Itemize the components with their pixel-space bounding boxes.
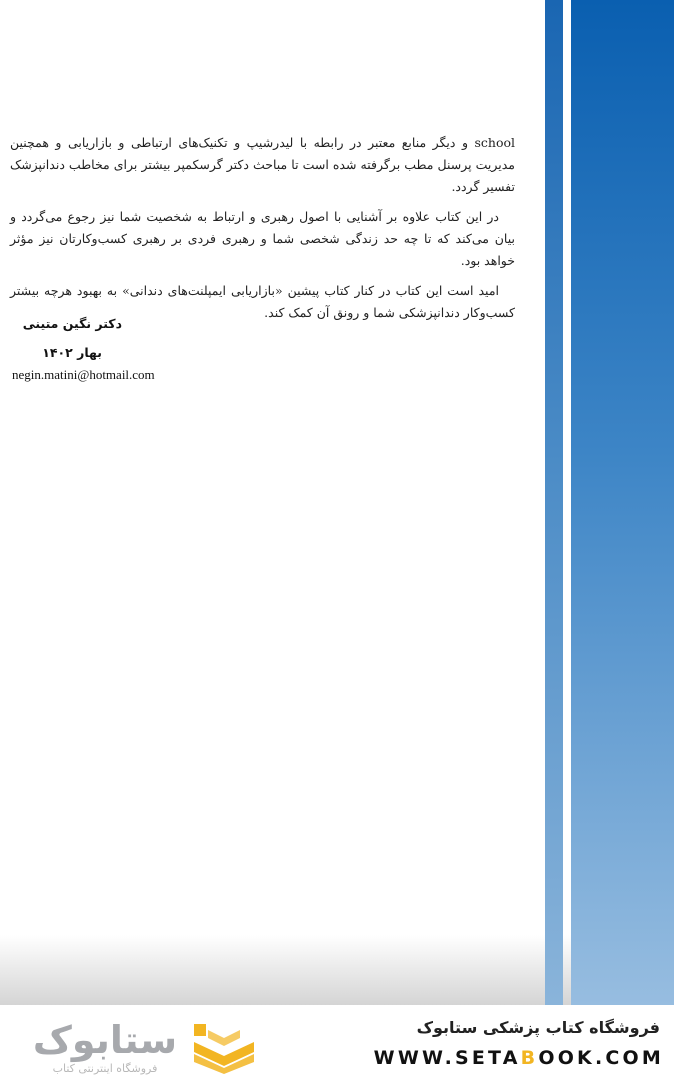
body-text [10, 132, 515, 332]
url-part-2: OOK.COM [538, 1047, 664, 1069]
paragraph-2: در این کتاب علاوه بر آشنایی با اصول رهبری و ارتباط به شخصیت شما نیز رجوع می‌گردد و بیان می‌کند که تا چه حد زندگی شخصی شما و رهبری فردی بر رهبری کسب‌وکارتان نیز مؤثر خواهد بود. [10, 209, 515, 268]
setabook-chevron-logo-icon [192, 1022, 256, 1074]
decorative-stripe-wide [571, 0, 674, 1005]
logo-tagline: فروشگاه اینترنتی کتاب [52, 1062, 158, 1075]
publication-date: بهار ۱۴۰۲ [42, 345, 102, 360]
decorative-stripe-narrow [545, 0, 563, 1005]
author-email: negin.matini@hotmail.com [12, 367, 155, 382]
store-url-link[interactable] [348, 1047, 664, 1069]
author-name: دکتر نگین متینی [22, 316, 122, 331]
paragraph-3: امید است این کتاب در کنار کتاب پیشین «بازاریابی ایمپلنت‌های دندانی» به بهبود هرچه بیشتر کسب‌وکار دندانپزشکی شما و رونق آن کمک کند. [10, 283, 515, 320]
setabook-logo-wordmark: ستابوک [32, 1018, 178, 1062]
paragraph-1: school و دیگر منابع معتبر در رابطه با لیدرشیپ و تکنیک‌های ارتباطی و بازاریابی و همچنین مدیریت پرسنل مطب برگرفته شده است تا مباحث دکتر گرسکمپر بیشتر برای مخاطب دندانپزشک تفسیر گردد. [10, 135, 515, 194]
url-highlight-letter: B [520, 1047, 539, 1069]
store-title: فروشگاه کتاب پزشکی ستابوک [416, 1018, 660, 1037]
url-part-1: WWW.SETA [373, 1047, 521, 1069]
